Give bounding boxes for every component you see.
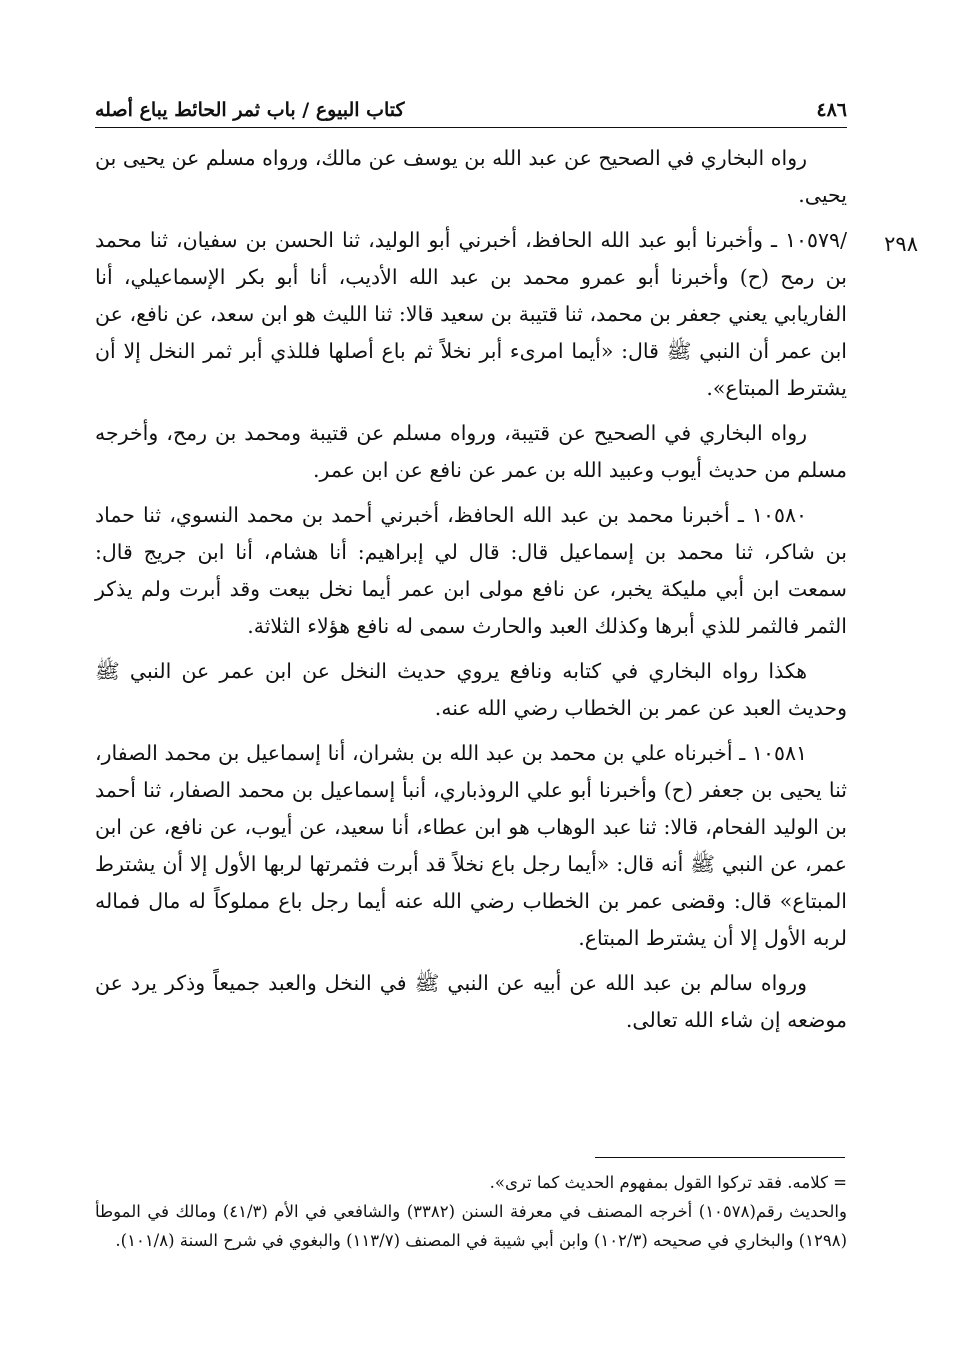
footnotes bbox=[95, 1168, 847, 1255]
page-number: ٤٨٦ bbox=[816, 99, 847, 121]
paragraph-3: رواه البخاري في الصحيح عن قتيبة، ورواه مسلم عن قتيبة ومحمد بن رمح، وأخرجه مسلم من حديث أيوب وعبيد الله بن عمر عن نافع عن ابن عمر. bbox=[95, 421, 847, 482]
header-title: كتاب البيوع / باب ثمر الحائط يباع أصله bbox=[95, 99, 405, 121]
footnote-divider bbox=[595, 1157, 845, 1158]
main-text bbox=[95, 140, 847, 1047]
margin-page-reference: ٢٩٨ bbox=[884, 232, 918, 256]
paragraph-1: رواه البخاري في الصحيح عن عبد الله بن يوسف عن مالك، ورواه مسلم عن يحيى بن يحيى. bbox=[95, 146, 847, 207]
paragraph-7: ورواه سالم بن عبد الله عن أبيه عن النبي ﷺ في النخل والعبد جميعاً وذكر يرد عن موضعه إن شاء الله تعالى. bbox=[95, 971, 847, 1032]
hadith-10581: ١٠٥٨١ ـ أخبرناه علي بن محمد بن عبد الله بن بشران، أنا إسماعيل بن محمد الصفار، ثنا يحيى بن جعفر (ح) وأخبرنا أبو علي الروذباري، أنبأ إسماعيل بن محمد الصفار، ثنا أحمد بن الوليد الفحام، قالا: ثنا عبد الوهاب هو ابن عطاء، أنا سعيد، عن أيوب، عن نافع، عن ابن عمر، عن النبي ﷺ أنه قال: «أيما رجل باع نخلاً قد أبرت فثمرتها لربها الأول إلا أن يشترط المبتاع» قال: وقضى عمر بن الخطاب رضي الله عنه أيما رجل باع مملوكاً له مال فماله لربه الأول إلا أن يشترط المبتاع. bbox=[95, 741, 847, 950]
hadith-10579: /١٠٥٧٩ ـ وأخبرنا أبو عبد الله الحافظ، أخبرني أبو الوليد، ثنا الحسن بن سفيان، ثنا محمد بن رمح (ح) وأخبرنا أبو عمرو محمد بن عبد الله الأديب، أنا أبو بكر الإسماعيلي، أنا الفاريابي يعني جعفر بن محمد، ثنا قتيبة بن سعيد قالا: ثنا الليث هو ابن سعد، عن نافع، عن ابن عمر أن النبي ﷺ قال: «أيما امرىء أبر نخلاً ثم باع أصلها فللذي أبر ثمر النخل إلا أن يشترط المبتاع». bbox=[95, 228, 847, 400]
hadith-10580: ١٠٥٨٠ ـ أخبرنا محمد بن عبد الله الحافظ، أخبرني أحمد بن محمد النسوي، ثنا حماد بن شاكر، ثنا محمد بن إسماعيل قال: قال لي إبراهيم: أنا هشام، أنا ابن جريج قال: سمعت ابن أبي مليكة يخبر، عن نافع مولى ابن عمر أيما نخل بيعت وقد أبرت ولم يذكر الثمر فالثمر للذي أبرها وكذلك العبد والحارث سمى له نافع هؤلاء الثلاثة. bbox=[95, 503, 847, 638]
paragraph-5: هكذا رواه البخاري في كتابه ونافع يروي حديث النخل عن ابن عمر عن النبي ﷺ وحديث العبد عن عمر بن الخطاب رضي الله عنه. bbox=[95, 659, 847, 720]
footnote-hadith-reference: والحديث رقم(١٠٥٧٨) أخرجه المصنف في معرفة السنن (٣٣٨٢) والشافعي في الأم (٤١/٣) ومالك في الموطأ (١٢٩٨) والبخاري في صحيحه (١٠٢/٣) وابن أبي شيبة في المصنف (١١٣/٧) والبغوي في شرح السنة (١٠١/٨). bbox=[95, 1202, 847, 1250]
running-header bbox=[95, 88, 847, 128]
footnote-continuation: = كلامه. فقد تركوا القول بمفهوم الحديث كما ترى». bbox=[489, 1173, 847, 1192]
